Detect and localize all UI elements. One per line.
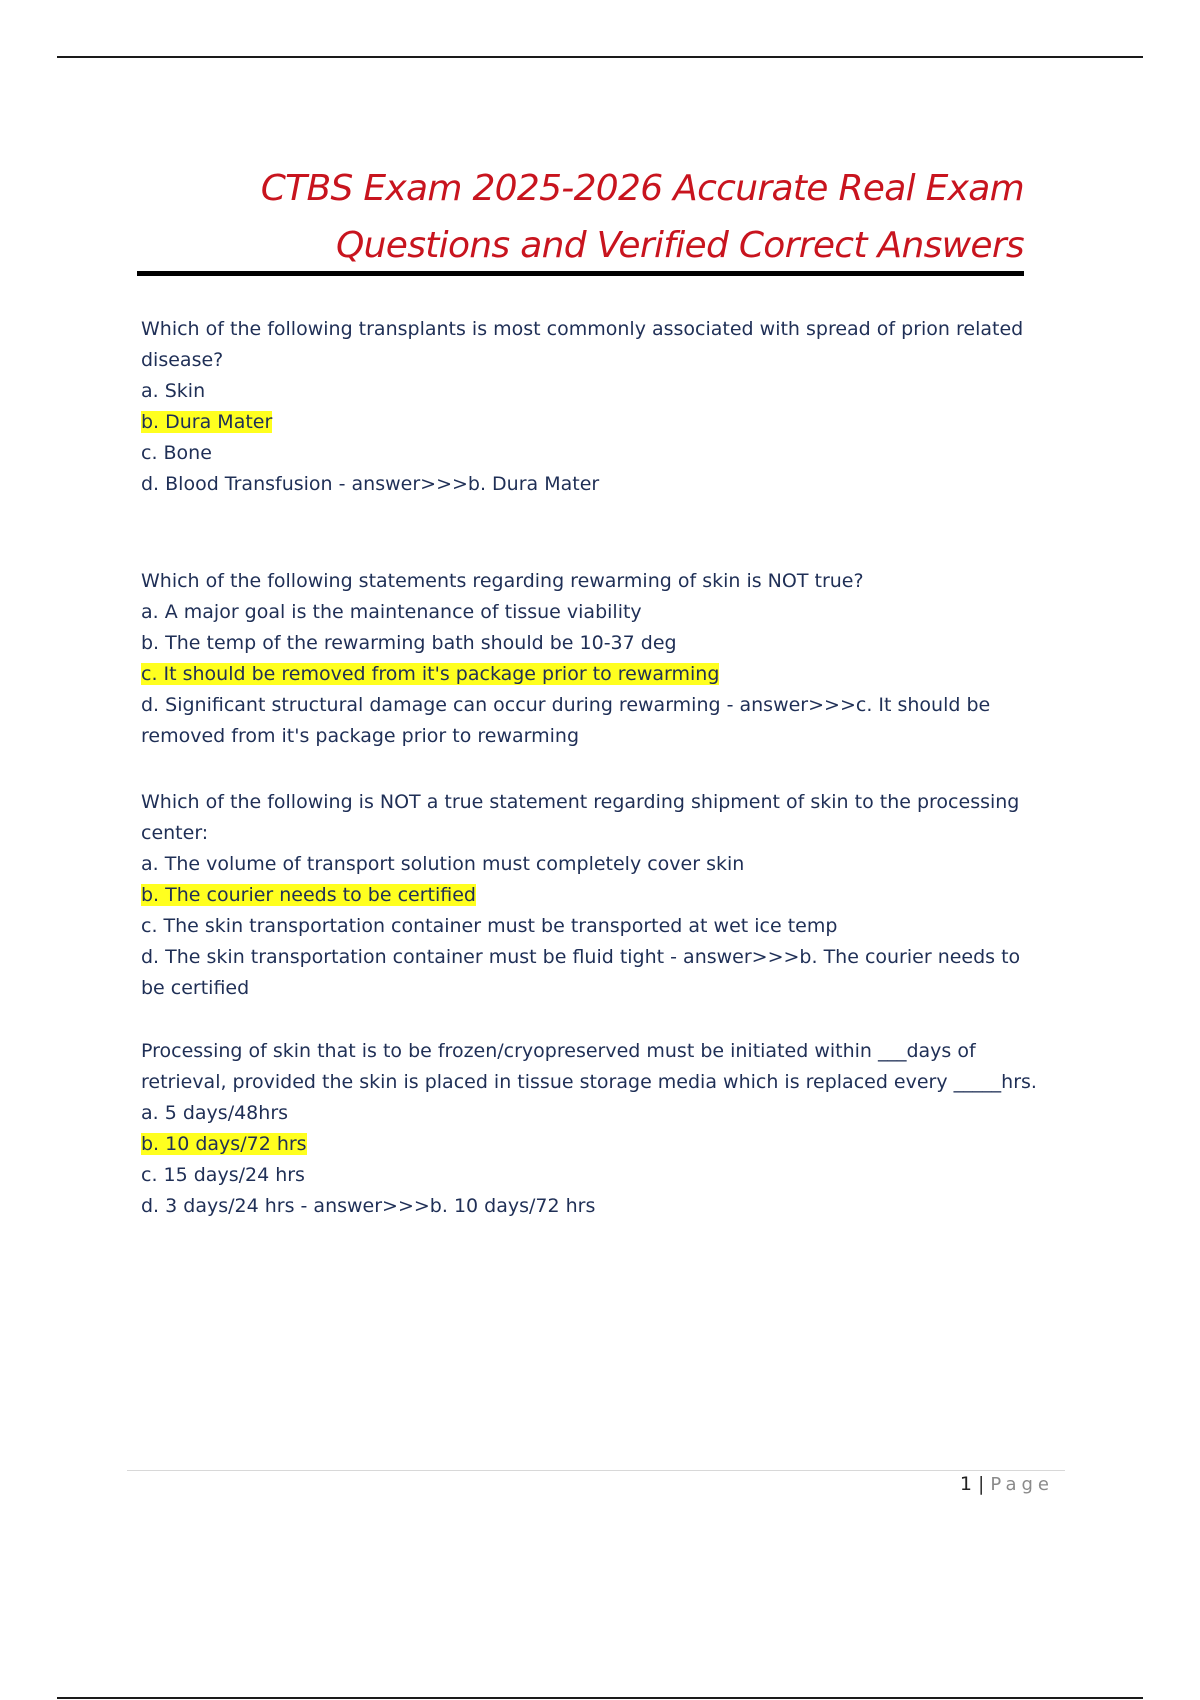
- page-label: Page: [990, 1474, 1054, 1495]
- option-d-with-answer: d. The skin transportation container must be fluid tight - answer>>>b. The courier needs to be certified: [141, 946, 1021, 999]
- question-text: Processing of skin that is to be frozen/cryopreserved must be initiated within ___days of retrieval, provided the skin is placed in tissue storage media which is replaced every _____hrs.: [141, 1040, 1037, 1093]
- document-title: [137, 160, 1024, 274]
- option-c: c. The skin transportation container must be transported at wet ice temp: [141, 915, 838, 937]
- option-c: c. 15 days/24 hrs: [141, 1164, 305, 1186]
- option-c: c. Bone: [141, 442, 212, 464]
- question-list: [141, 314, 1041, 1222]
- top-border-line: [57, 56, 1143, 58]
- option-d-with-answer: d. Significant structural damage can occur during rewarming - answer>>>c. It should be removed from it's package prior to rewarming: [141, 694, 991, 747]
- page-footer: [960, 1473, 1054, 1495]
- question-1: [141, 314, 1041, 500]
- option-b: b. The temp of the rewarming bath should be 10-37 deg: [141, 632, 677, 654]
- question-text: Which of the following transplants is most commonly associated with spread of prion related disease?: [141, 318, 1024, 371]
- answer-highlight: b. 10 days/72 hrs: [141, 1133, 307, 1155]
- page-separator: |: [977, 1473, 985, 1495]
- option-a: a. Skin: [141, 380, 206, 402]
- answer-highlight: b. Dura Mater: [141, 411, 273, 433]
- question-3: [141, 787, 1041, 1004]
- page-number: 1: [959, 1473, 972, 1495]
- option-b: [141, 880, 1041, 911]
- option-c: [141, 659, 1041, 690]
- answer-highlight: c. It should be removed from it's package prior to rewarming: [141, 663, 720, 685]
- title-line-2: Questions and Verified Correct Answers: [336, 225, 1024, 266]
- question-text: Which of the following statements regarding rewarming of skin is NOT true?: [141, 570, 864, 592]
- option-d-with-answer: d. Blood Transfusion - answer>>>b. Dura Mater: [141, 473, 600, 495]
- option-a: a. A major goal is the maintenance of tissue viability: [141, 601, 642, 623]
- question-4: [141, 1036, 1041, 1222]
- bottom-border-line: [57, 1697, 1143, 1699]
- option-b: [141, 1129, 1041, 1160]
- title-underline: [137, 271, 1024, 276]
- option-d-with-answer: d. 3 days/24 hrs - answer>>>b. 10 days/72 hrs: [141, 1195, 596, 1217]
- option-b: [141, 407, 1041, 438]
- option-a: a. The volume of transport solution must completely cover skin: [141, 853, 745, 875]
- question-2: [141, 566, 1041, 752]
- title-line-1: CTBS Exam 2025-2026 Accurate Real Exam: [260, 168, 1024, 209]
- question-text: Which of the following is NOT a true statement regarding shipment of skin to the processing center:: [141, 791, 1020, 844]
- answer-highlight: b. The courier needs to be certified: [141, 884, 476, 906]
- footer-divider: [127, 1470, 1065, 1471]
- option-a: a. 5 days/48hrs: [141, 1102, 289, 1124]
